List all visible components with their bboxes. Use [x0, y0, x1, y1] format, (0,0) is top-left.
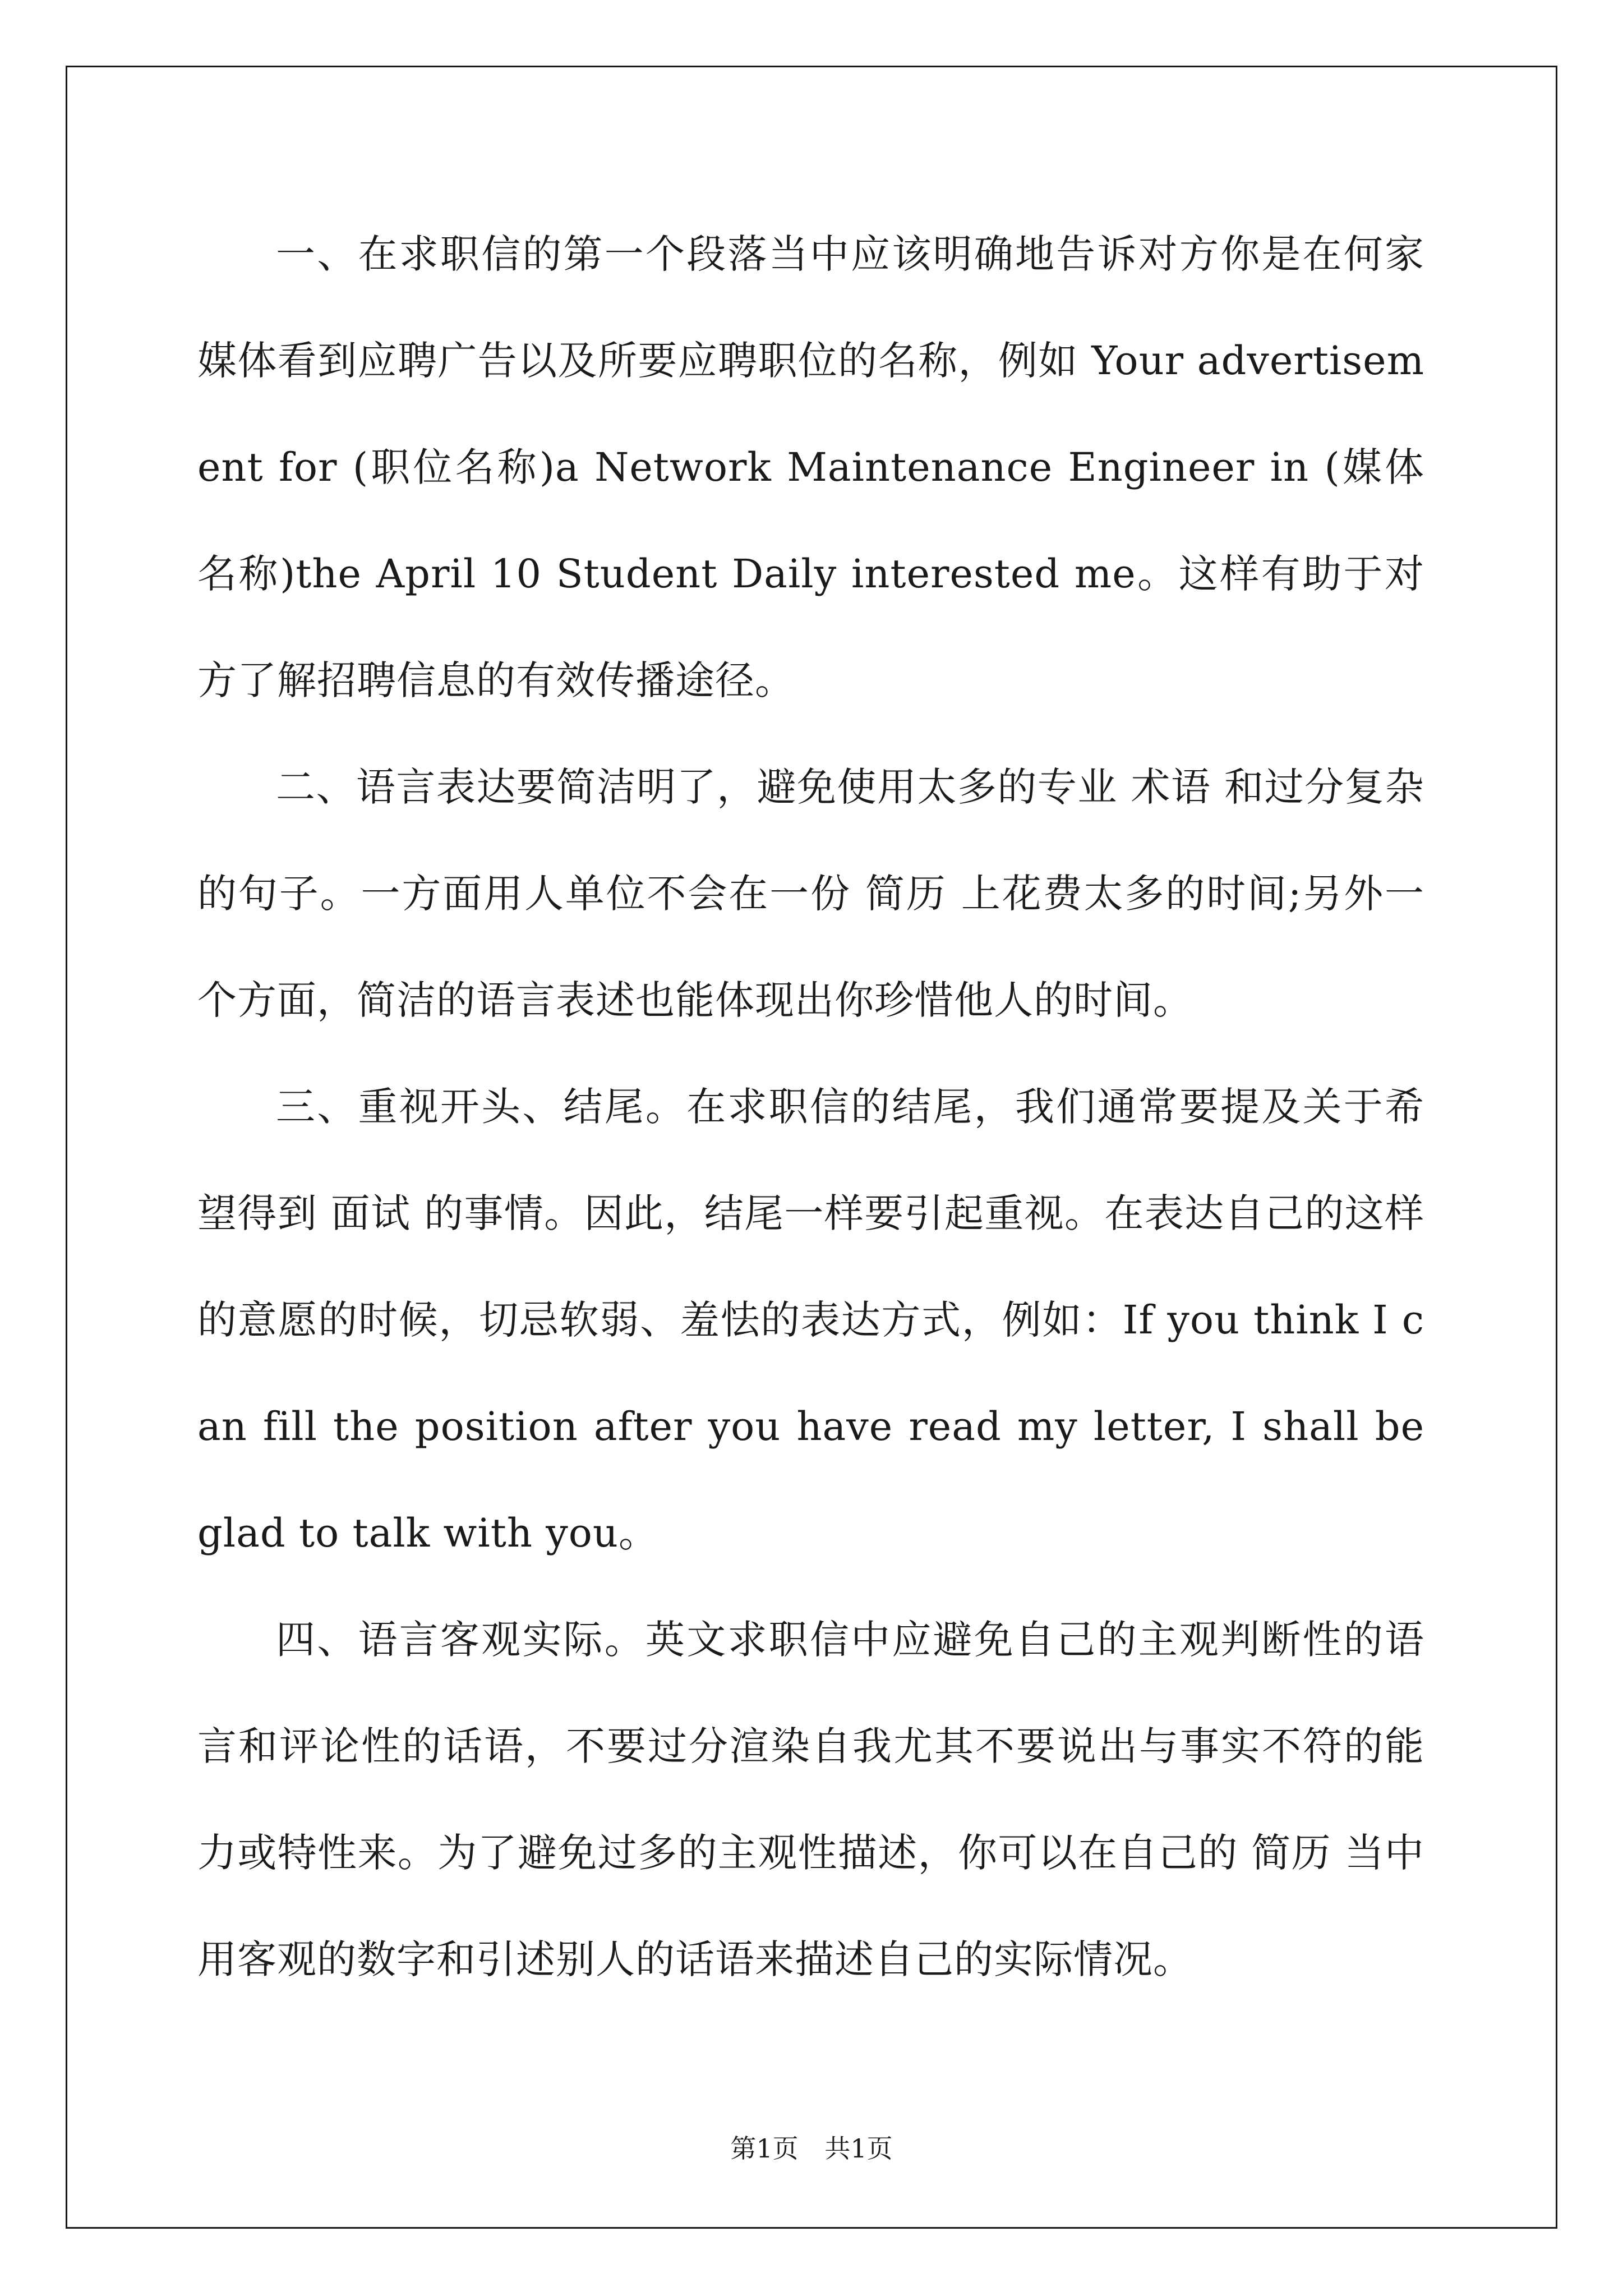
page-total: 共1页 [824, 2133, 893, 2164]
page-number: 第1页 [730, 2133, 799, 2164]
page-footer [0, 2132, 1623, 2165]
paragraph-3: 三、重视开头、结尾。在求职信的结尾，我们通常要提及关于希望得到 面试 的事情。因此，结尾一样要引起重视。在表达自己的这样的意愿的时候，切忌软弱、羞怯的表达方式，例如：If you think I can fill the position after you have read my letter, I shall be glad to talk with you。 [197, 1084, 1424, 1556]
document-body [197, 201, 1424, 2013]
paragraph-2: 二、语言表达要简洁明了，避免使用太多的专业 术语 和过分复杂的句子。一方面用人单位不会在一份 简历 上花费太多的时间;另外一个方面，简洁的语言表述也能体现出你珍惜他人的时间。 [197, 764, 1424, 1023]
paragraph-4: 四、语言客观实际。英文求职信中应避免自己的主观判断性的语言和评论性的话语，不要过分渲染自我尤其不要说出与事实不符的能力或特性来。为了避免过多的主观性描述，你可以在自己的 简历 当中用客观的数字和引述别人的话语来描述自己的实际情况。 [197, 1617, 1425, 1982]
paragraph-1: 一、在求职信的第一个段落当中应该明确地告诉对方你是在何家媒体看到应聘广告以及所要应聘职位的名称，例如 Your advertisement for (职位名称)a Network Maintenance Engineer in (媒体名称)the April 10 Student Daily interested me。这样有助于对方了解招聘信息的有效传播途径。 [197, 231, 1424, 703]
